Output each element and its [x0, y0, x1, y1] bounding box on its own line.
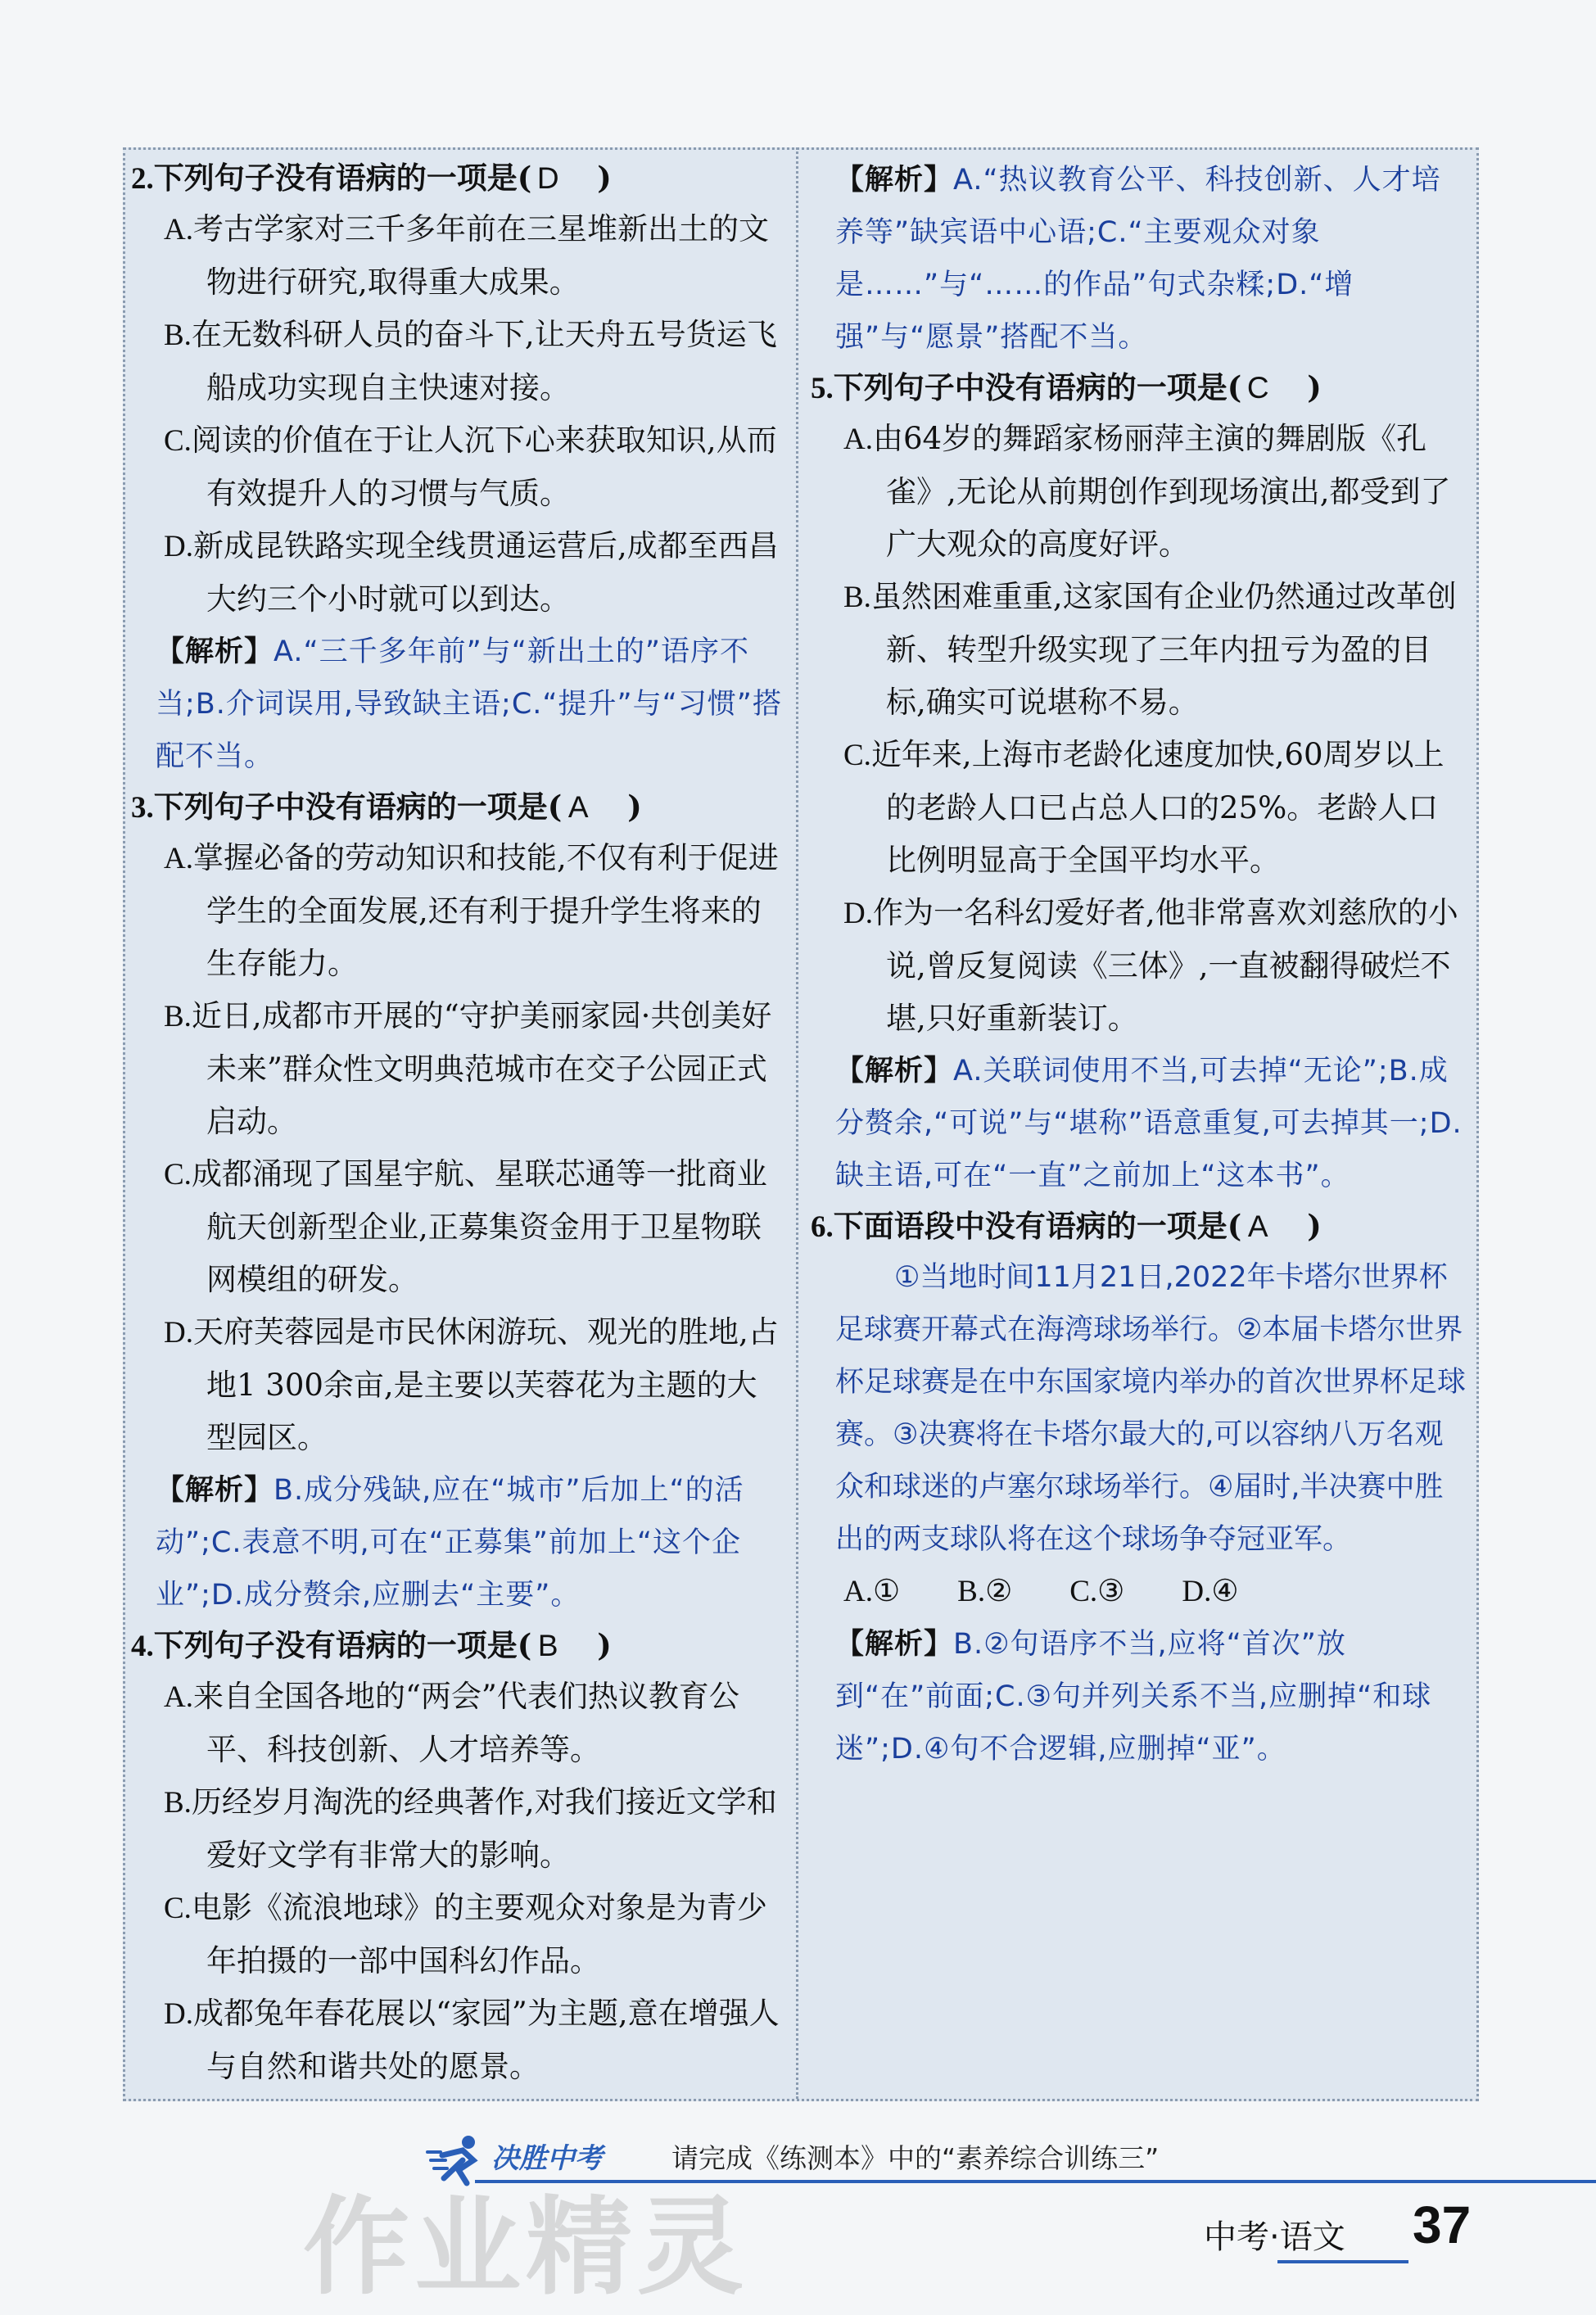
- column-divider: [796, 147, 798, 2099]
- option-a: [811, 413, 1466, 571]
- analysis: [811, 154, 1466, 364]
- option-text: 天府芙蓉园是市民休闲游玩、观光的胜地,占地1 300余亩,是主要以芙蓉花为主题的大型园区。: [192, 1314, 779, 1455]
- paren-close: ): [597, 1627, 612, 1663]
- footer-tip: 请完成《练测本》中的“素养综合训练三”: [671, 2142, 1160, 2174]
- question-text: 下列句子中没有语病的一项是(: [833, 369, 1242, 405]
- option-text: 近年来,上海市老龄化速度加快,60周岁以上的老龄人口已占总人口的25%。老龄人口比例明显高于全国平均水平。: [870, 737, 1445, 878]
- option-text: 作为一名科幻爱好者,他非常喜欢刘慈欣的小说,曾反复阅读《三体》,一直被翻得破烂不堪,只好重新装订。: [872, 895, 1458, 1036]
- analysis-tag: 【解析】: [835, 1627, 954, 1661]
- logo-text: 决胜中考: [491, 2142, 603, 2175]
- answer: C: [1246, 371, 1269, 405]
- question-5-stem: [811, 364, 1466, 413]
- option-text: 新成昆铁路实现全线贯通运营后,成都至西昌大约三个小时就可以到达。: [192, 528, 779, 617]
- option-letter: C.: [164, 424, 192, 458]
- option-letter: D.: [843, 897, 873, 930]
- choice-d: D.④: [1182, 1575, 1239, 1608]
- answer: A: [567, 790, 589, 824]
- choice-c: C.③: [1069, 1575, 1125, 1608]
- option-text: 历经岁月淘洗的经典著作,对我们接近文学和爱好文学有非常大的影响。: [191, 1784, 777, 1873]
- option-a: [131, 203, 782, 309]
- analysis: [131, 626, 782, 783]
- answer: D: [536, 161, 559, 195]
- analysis-text: A.“热议教育公平、科技创新、人才培养等”缺宾语中心语;C.“主要观众对象是……”与“……的作品”句式杂糅;D.“增强”与“愿景”搭配不当。: [835, 164, 1441, 354]
- choice-b: B.②: [957, 1575, 1013, 1608]
- watermark-text: 作业精灵: [303, 2185, 749, 2309]
- analysis-text: A.关联词使用不当,可去掉“无论”;B.成分赘余,“可说”与“堪称”语意重复,可去掉其一;D.缺主语,可在“一直”之前加上“这本书”。: [835, 1055, 1463, 1192]
- question-3-stem: [131, 783, 782, 832]
- option-a: [131, 1671, 782, 1776]
- analysis-text: B.②句语序不当,应将“首次”放到“在”前面;C.③句并列关系不当,应删掉“和球迷”;D.④句不合逻辑,应删掉“亚”。: [835, 1628, 1432, 1766]
- option-d: [131, 1306, 782, 1464]
- question-6-stem: [811, 1202, 1466, 1251]
- option-letter: B.: [164, 319, 192, 352]
- choice-a: A.①: [843, 1575, 901, 1608]
- option-letter: B.: [164, 1000, 192, 1033]
- question-text: 下列句子没有语病的一项是(: [153, 160, 532, 196]
- option-text: 电影《流浪地球》的主要观众对象是为青少年拍摄的一部中国科幻作品。: [191, 1890, 767, 1978]
- option-text: 掌握必备的劳动知识和技能,不仅有利于促进学生的全面发展,还有利于提升学生将来的生存能力。: [192, 840, 779, 981]
- option-letter: A.: [164, 1680, 193, 1714]
- footer-underline: [475, 2180, 1596, 2183]
- option-b: [131, 1776, 782, 1882]
- analysis-tag: 【解析】: [835, 1054, 954, 1087]
- option-text: 由64岁的舞蹈家杨丽萍主演的舞剧版《孔雀》,无论从前期创作到现场演出,都受到了广大观众的高度好评。: [872, 421, 1451, 562]
- answer: A: [1247, 1209, 1268, 1243]
- answer: B: [537, 1629, 558, 1662]
- question-number: 4.: [131, 1630, 154, 1663]
- option-b: [131, 309, 782, 414]
- paren-close: ): [627, 789, 642, 825]
- passage: ①当地时间11月21日,2022年卡塔尔世界杯足球赛开幕式在海湾球场举行。②本届卡塔尔世界杯足球赛是在中东国家境内举办的首次世界杯足球赛。③决赛将在卡塔尔最大的,可以容纳八万名观众和球迷的卢塞尔球场举行。④届时,半决赛中胜出的两支球队将在这个球场争夺冠亚军。: [835, 1261, 1467, 1556]
- option-d: [811, 887, 1466, 1045]
- subject-label: 中考·语文: [1204, 2218, 1345, 2256]
- question-text: 下列句子中没有语病的一项是(: [153, 789, 563, 825]
- option-text: 来自全国各地的“两会”代表们热议教育公平、科技创新、人才培养等。: [192, 1679, 739, 1767]
- question-number: 6.: [811, 1210, 834, 1244]
- paren-close: ): [1307, 1208, 1322, 1244]
- analysis: [811, 1045, 1466, 1202]
- analysis-text: A.“三千多年前”与“新出土的”语序不当;B.介词误用,导致缺主语;C.“提升”与“习惯”搭配不当。: [156, 635, 782, 773]
- option-b: [811, 571, 1466, 729]
- option-c: [131, 414, 782, 520]
- option-text: 虽然困难重重,这家国有企业仍然通过改革创新、转型升级实现了三年内扭亏为盈的目标,确实可说堪称不易。: [870, 579, 1457, 720]
- option-c: [131, 1148, 782, 1306]
- analysis: [811, 1618, 1466, 1775]
- option-c: [131, 1882, 782, 1987]
- option-letter: D.: [164, 1316, 193, 1350]
- option-text: 成都涌现了国星宇航、星联芯通等一批商业航天创新型企业,正募集资金用于卫星物联网模组的研发。: [191, 1156, 767, 1297]
- question-4-stem: [131, 1621, 782, 1671]
- question-2-stem: [131, 154, 782, 203]
- analysis-text: B.成分残缺,应在“城市”后加上“的活动”;C.表意不明,可在“正募集”前加上“这个企业”;D.成分赘余,应删去“主要”。: [156, 1474, 744, 1612]
- paren-close: ): [1307, 369, 1322, 405]
- subject-underline: [1277, 2260, 1408, 2263]
- option-text: 在无数科研人员的奋斗下,让天舟五号货运飞船成功实现自主快速对接。: [191, 317, 777, 405]
- option-letter: B.: [164, 1786, 192, 1820]
- option-text: 成都兔年春花展以“家园”为主题,意在增强人与自然和谐共处的愿景。: [192, 1996, 780, 2084]
- question-number: 3.: [131, 791, 154, 825]
- question-text: 下面语段中没有语病的一项是(: [833, 1208, 1242, 1244]
- option-letter: A.: [843, 423, 873, 456]
- analysis-tag: 【解析】: [156, 1473, 274, 1507]
- option-letter: C.: [164, 1892, 192, 1925]
- page-number: 37: [1413, 2195, 1472, 2254]
- left-column: [131, 154, 782, 2093]
- question-text: 下列句子没有语病的一项是(: [153, 1627, 532, 1663]
- option-letter: C.: [164, 1158, 192, 1191]
- option-letter: A.: [164, 213, 193, 246]
- option-a: [131, 832, 782, 990]
- right-column: [811, 154, 1466, 1775]
- analysis-tag: 【解析】: [835, 163, 954, 197]
- answer-choices: [811, 1566, 1466, 1618]
- option-c: [811, 729, 1466, 887]
- option-text: 近日,成都市开展的“守护美丽家园·共创美好未来”群众性文明典范城市在交子公园正式启动。: [191, 998, 772, 1139]
- question-number: 2.: [131, 162, 154, 196]
- option-d: [131, 1987, 782, 2093]
- option-letter: D.: [164, 530, 193, 563]
- analysis-tag: 【解析】: [156, 635, 274, 668]
- option-letter: A.: [164, 842, 193, 875]
- option-letter: B.: [843, 581, 871, 614]
- option-text: 考古学家对三千多年前在三星堆新出土的文物进行研究,取得重大成果。: [192, 211, 769, 300]
- question-number: 5.: [811, 372, 834, 405]
- option-letter: D.: [164, 1997, 193, 2031]
- paren-close: ): [597, 160, 612, 196]
- option-letter: C.: [843, 739, 871, 772]
- option-text: 阅读的价值在于让人沉下心来获取知识,从而有效提升人的习惯与气质。: [191, 423, 777, 511]
- option-d: [131, 520, 782, 626]
- analysis: [131, 1464, 782, 1621]
- footer-banner: [426, 2131, 1179, 2188]
- option-b: [131, 990, 782, 1148]
